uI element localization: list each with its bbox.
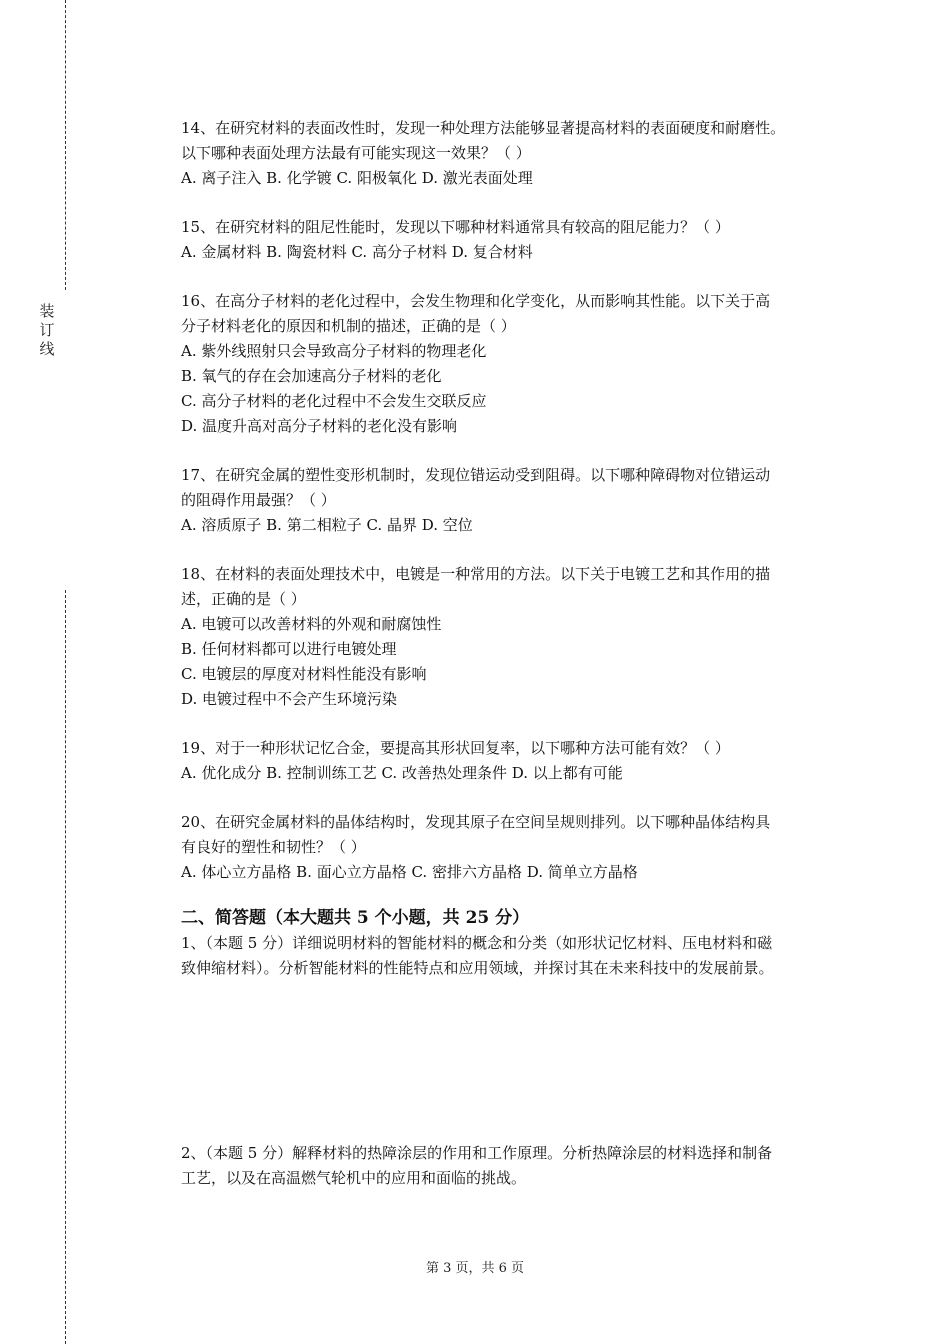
question-stem-line: 1、（本题 5 分）详细说明材料的智能材料的概念和分类（如形状记忆材料、压电材料和磁 — [181, 934, 773, 952]
section-heading: 二、简答题（本大题共 5 个小题，共 25 分） — [181, 908, 530, 928]
question-option-d: D. 电镀过程中不会产生环境污染 — [181, 690, 398, 708]
question-options: A. 优化成分 B. 控制训练工艺 C. 改善热处理条件 D. 以上都有可能 — [181, 764, 623, 782]
question-options: A. 金属材料 B. 陶瓷材料 C. 高分子材料 D. 复合材料 — [181, 243, 533, 261]
binding-dashed-line-bottom — [65, 590, 66, 1344]
question-options: A. 离子注入 B. 化学镀 C. 阳极氧化 D. 激光表面处理 — [181, 169, 533, 187]
short-answer-question-1 — [181, 931, 853, 981]
question-options: A. 溶质原子 B. 第二相粒子 C. 晶界 D. 空位 — [181, 516, 473, 534]
question-18 — [181, 562, 853, 712]
question-stem-line: 以下哪种表面处理方法最有可能实现这一效果？（ ） — [181, 144, 531, 162]
question-stem-line: 分子材料老化的原因和机制的描述，正确的是（ ） — [181, 317, 516, 335]
answer-space — [181, 981, 853, 1141]
question-stem-line: 2、（本题 5 分）解释材料的热障涂层的作用和工作原理。分析热障涂层的材料选择和制备 — [181, 1144, 773, 1162]
question-stem-line: 17、在研究金属的塑性变形机制时，发现位错运动受到阻碍。以下哪种障碍物对位错运动 — [181, 466, 771, 484]
question-option-b: B. 任何材料都可以进行电镀处理 — [181, 640, 397, 658]
question-17 — [181, 463, 853, 538]
question-stem-line: 14、在研究材料的表面改性时，发现一种处理方法能够显著提高材料的表面硬度和耐磨性。 — [181, 119, 786, 137]
binding-line-label — [37, 302, 57, 359]
short-answer-question-2 — [181, 1141, 853, 1191]
binding-char: 订 — [39, 321, 55, 339]
question-14 — [181, 116, 853, 191]
question-option-d: D. 温度升高对高分子材料的老化没有影响 — [181, 417, 458, 435]
question-option-b: B. 氧气的存在会加速高分子材料的老化 — [181, 367, 442, 385]
question-options: A. 体心立方晶格 B. 面心立方晶格 C. 密排六方晶格 D. 简单立方晶格 — [181, 863, 638, 881]
question-16 — [181, 289, 853, 439]
binding-dashed-line-top — [65, 0, 66, 290]
question-stem-line: 20、在研究金属材料的晶体结构时，发现其原子在空间呈规则排列。以下哪种晶体结构具 — [181, 813, 771, 831]
question-stem-line: 16、在高分子材料的老化过程中，会发生物理和化学变化，从而影响其性能。以下关于高 — [181, 292, 771, 310]
question-option-a: A. 电镀可以改善材料的外观和耐腐蚀性 — [181, 615, 442, 633]
exam-content — [181, 116, 853, 1191]
question-stem-line: 15、在研究材料的阻尼性能时，发现以下哪种材料通常具有较高的阻尼能力？（ ） — [181, 218, 730, 236]
question-stem-line: 有良好的塑性和韧性？（ ） — [181, 838, 366, 856]
question-stem-line: 18、在材料的表面处理技术中，电镀是一种常用的方法。以下关于电镀工艺和其作用的描 — [181, 565, 771, 583]
question-20 — [181, 810, 853, 885]
question-stem-line: 致伸缩材料）。分析智能材料的性能特点和应用领域，并探讨其在未来科技中的发展前景。 — [181, 959, 774, 977]
question-option-c: C. 电镀层的厚度对材料性能没有影响 — [181, 665, 427, 683]
question-19 — [181, 736, 853, 786]
question-stem-line: 19、对于一种形状记忆合金，要提高其形状回复率，以下哪种方法可能有效？（ ） — [181, 739, 730, 757]
question-stem-line: 工艺，以及在高温燃气轮机中的应用和面临的挑战。 — [181, 1169, 527, 1187]
question-stem-line: 述，正确的是（ ） — [181, 590, 306, 608]
question-option-a: A. 紫外线照射只会导致高分子材料的物理老化 — [181, 342, 487, 360]
question-15 — [181, 215, 853, 265]
question-option-c: C. 高分子材料的老化过程中不会发生交联反应 — [181, 392, 487, 410]
binding-char: 装 — [39, 302, 55, 320]
question-stem-line: 的阻碍作用最强？（ ） — [181, 491, 336, 509]
page-number: 第 3 页，共 6 页 — [425, 1261, 525, 1276]
binding-char: 线 — [39, 340, 55, 358]
